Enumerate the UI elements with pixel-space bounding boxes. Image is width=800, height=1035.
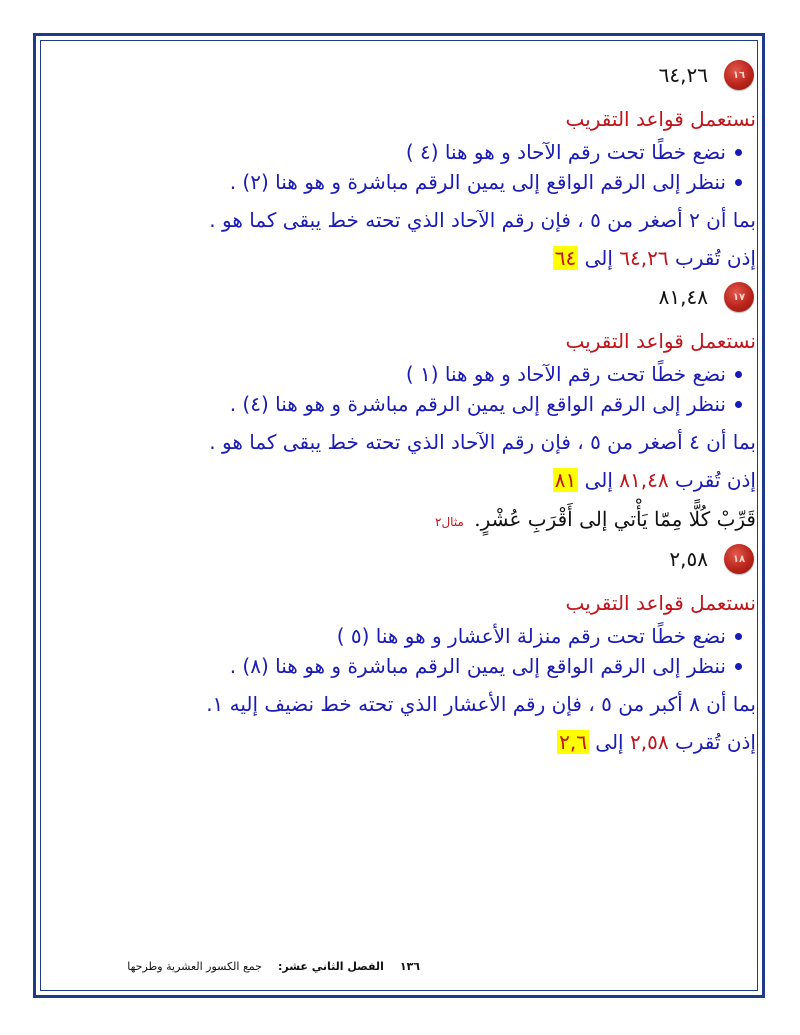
result-prefix: إذن تُقرب [674,246,756,270]
rule-item: نضع خطًا تحت رقم الآحاد و هو هنا (١ ) [48,359,742,389]
result-value-highlight: ٨١ [554,468,577,492]
exercise-header [48,277,754,317]
exercise-number-badge: ١٦ [724,60,754,90]
result-to: إلى [584,468,613,492]
exercise-header [48,539,754,579]
rounding-rules-heading: نستعمل قواعد التقريب [565,329,756,353]
exercise-number-value: ٨١,٤٨ [658,285,708,309]
rules-list [48,137,756,197]
page-number: ١٣٦ [399,960,420,973]
example-tag: مثال٢ [434,515,464,529]
result-to: إلى [595,730,624,754]
page-footer [60,960,420,973]
result-value-highlight: ٦٤ [554,246,577,270]
page-content [48,55,756,935]
rule-item: نضع خطًا تحت رقم منزلة الأعشار و هو هنا (٥ ) [48,621,742,651]
exercise-number-value: ٦٤,٢٦ [658,63,708,87]
result-line [48,239,756,277]
exercise-18 [48,539,756,761]
result-prefix: إذن تُقرب [674,468,756,492]
instruction-text: قَرِّبْ كُلًّا مِمّا يَأْتي إلى أَقْرَبِ عُشْرٍ. [474,507,756,531]
rule-item: ننظر إلى الرقم الواقع إلى يمين الرقم مباشرة و هو هنا (٨) . [48,651,742,681]
exercise-number-value: ٢,٥٨ [669,547,708,571]
conclusion-text: بما أن ٤ أصغر من ٥ ، فإن رقم الآحاد الذي تحته خط يبقى كما هو . [209,430,756,454]
result-prefix: إذن تُقرب [674,730,756,754]
rounding-rules-heading: نستعمل قواعد التقريب [565,591,756,615]
result-line [48,723,756,761]
result-number: ٦٤,٢٦ [619,246,669,270]
result-number: ٨١,٤٨ [619,468,669,492]
result-line [48,461,756,499]
result-value-highlight: ٢,٦ [559,730,587,754]
chapter-label: الفصل الثاني عشر: [277,960,384,973]
rules-list [48,359,756,419]
rule-item: ننظر إلى الرقم الواقع إلى يمين الرقم مباشرة و هو هنا (٤) . [48,389,742,419]
rounding-rules-heading: نستعمل قواعد التقريب [565,107,756,131]
exercise-number-badge: ١٧ [724,282,754,312]
conclusion-text: بما أن ٨ أكبر من ٥ ، فإن رقم الأعشار الذي تحته خط نضيف إليه ١. [206,692,756,716]
rule-item: ننظر إلى الرقم الواقع إلى يمين الرقم مباشرة و هو هنا (٢) . [48,167,742,197]
exercise-number-badge: ١٨ [724,544,754,574]
chapter-title: جمع الكسور العشرية وطرحها [127,960,262,973]
rule-item: نضع خطًا تحت رقم الآحاد و هو هنا (٤ ) [48,137,742,167]
exercise-17 [48,277,756,499]
rules-list [48,621,756,681]
result-to: إلى [584,246,613,270]
conclusion-text: بما أن ٢ أصغر من ٥ ، فإن رقم الآحاد الذي تحته خط يبقى كما هو . [209,208,756,232]
exercise-header [48,55,754,95]
exercise-16 [48,55,756,277]
instruction-line [48,499,756,539]
result-number: ٢,٥٨ [629,730,669,754]
